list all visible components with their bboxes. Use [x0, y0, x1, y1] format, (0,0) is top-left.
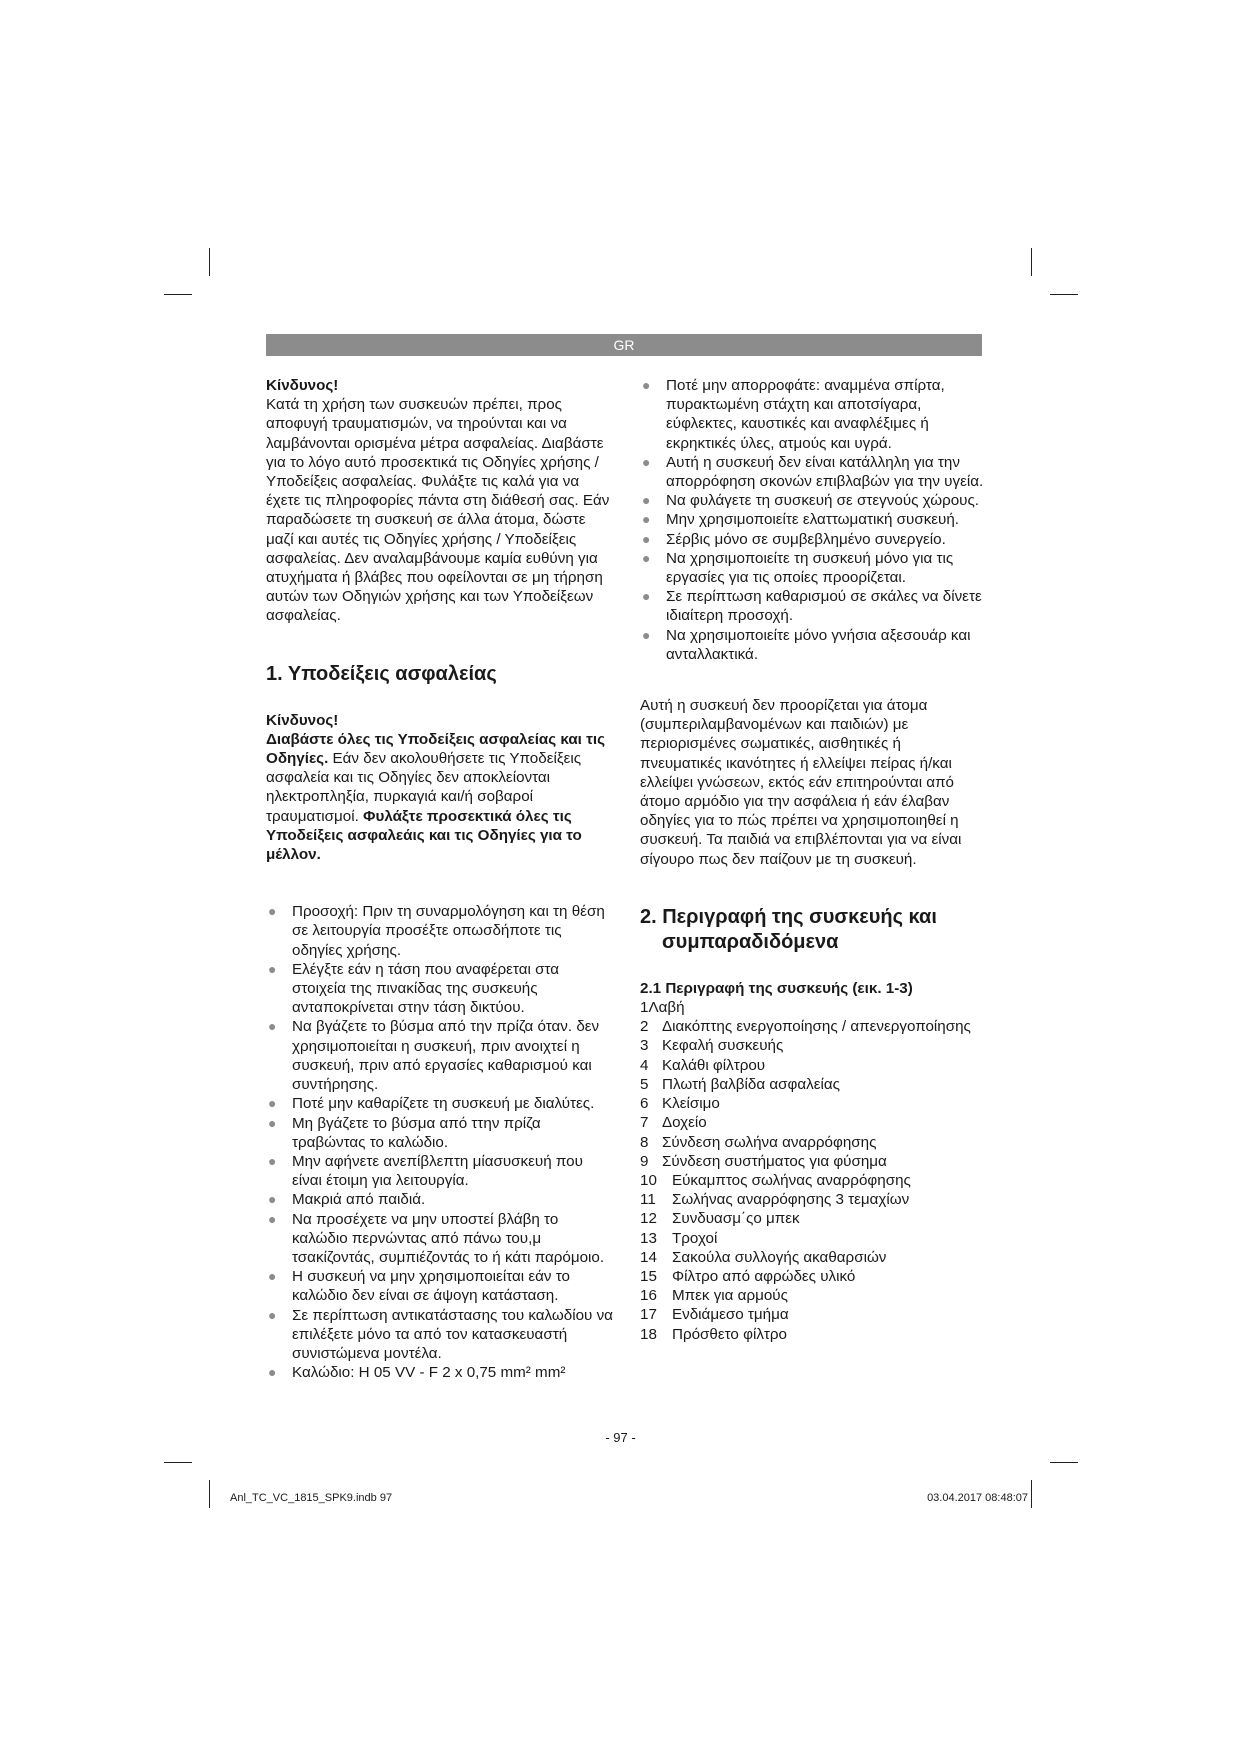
- crop-mark-bottom-left-h: [164, 1462, 192, 1463]
- section-1-title: 1. Υποδείξεις ασφαλείας: [266, 662, 497, 685]
- bullet-icon: ●: [268, 903, 277, 920]
- list-item-text: Ελέγξτε εάν η τάση που αναφέρεται στα στοιχεία της πινακίδας της συσκευής ανταποκρίνεται στην τάση δικτύου.: [292, 960, 560, 1017]
- footer-file-info: Anl_TC_VC_1815_SPK9.indb 97: [230, 1492, 393, 1504]
- list-item: [640, 1075, 985, 1094]
- part-number: 8: [640, 1133, 649, 1151]
- crop-mark-top-right-h: [1050, 294, 1078, 295]
- part-number: 4: [640, 1056, 649, 1074]
- children-paragraph: Αυτή η συσκευή δεν προορίζεται για άτομα (συμπεριλαμβανομένων και παιδιών) με περιορισμένες σωματικές, αισθητικές ή πνευματικές ικανότητες ή ελλείψει πείρας ή/και ελλείψει γνώσεων, εκτός εάν επιτηρούνται από άτομο αρμόδιο για την ασφάλεια ή εάν έλαβαν οδηγίες για το πώς πρέπει να χρησιμοποιηθεί η συσκευή. Τα παιδιά να επιβλέπονται για να είναι σίγουρο πως δεν παίζουν με τη συσκευή.: [640, 697, 962, 868]
- bullet-icon: ●: [642, 453, 651, 470]
- list-item: [640, 453, 985, 491]
- list-item: [640, 1325, 985, 1344]
- list-item: [266, 1114, 614, 1152]
- part-label: Εύκαμπτος σωλήνας αναρρόφησης: [672, 1171, 911, 1189]
- safety-intro-bold: Διαβάστε όλες τις Υποδείξεις ασφαλείας και τις Οδηγίες.: [266, 730, 606, 768]
- right-bullet-list: [640, 376, 985, 664]
- list-item: [640, 530, 985, 549]
- part-label: Τροχοί: [672, 1229, 718, 1247]
- list-item: [640, 1056, 985, 1075]
- list-item: [266, 1017, 614, 1094]
- list-item-text: Αυτή η συσκευή δεν είναι κατάλληλη για την απορρόφηση σκονών επιβλαβών για την υγεία.: [666, 453, 984, 491]
- list-item-text: Σε περίπτωση καθαρισμού σε σκάλες να δίνετε ιδιαίτερη προσοχή.: [666, 588, 982, 625]
- bullet-icon: ●: [268, 1114, 277, 1131]
- list-item-text: Να χρησιμοποιείτε μόνο γνήσια αξεσουάρ και ανταλλακτικά.: [666, 626, 971, 663]
- part-number: 15: [640, 1267, 657, 1285]
- bullet-icon: ●: [268, 1268, 277, 1285]
- list-item: [640, 376, 985, 453]
- bullet-icon: ●: [642, 588, 651, 605]
- part-number: 17: [640, 1306, 657, 1324]
- part-number: 5: [640, 1075, 649, 1093]
- list-item: [640, 1094, 985, 1113]
- list-item: [266, 1306, 614, 1364]
- list-item: [640, 1190, 985, 1209]
- bullet-icon: ●: [268, 1152, 277, 1169]
- part-number: 13: [640, 1229, 657, 1247]
- left-bullet-list: [266, 902, 614, 1382]
- part-number: 11: [640, 1191, 656, 1209]
- list-item-text: Να χρησιμοποιείτε τη συσκευή μόνο για τις εργασίες για τις οποίες προορίζεται.: [666, 549, 954, 587]
- part-label: Συνδυασμ΄ςο μπεκ: [672, 1210, 800, 1228]
- part-number: 12: [640, 1210, 657, 1228]
- list-item: [266, 960, 614, 1018]
- part-number: 7: [640, 1114, 649, 1132]
- bullet-icon: ●: [642, 549, 651, 566]
- list-item-text: Μην αφήνετε ανεπίβλεπτη μίασυσκευή που είναι έτοιμη για λειτουργία.: [292, 1152, 583, 1190]
- part-label: Σύνδεση σωλήνα αναρρόφησης: [662, 1133, 877, 1151]
- list-item-text: Μακριά από παιδιά.: [292, 1191, 426, 1209]
- part-label: Πρόσθετο φίλτρο: [672, 1325, 787, 1343]
- list-item-text: Η συσκευή να μην χρησιμοποιείται εάν το καλώδιο δεν είναι σε άψογη κατάσταση.: [292, 1268, 570, 1305]
- crop-mark-bottom-left-v: [209, 1480, 210, 1508]
- part-number: 10: [640, 1171, 657, 1189]
- part-label: Δοχείο: [662, 1114, 707, 1132]
- part-number: 2: [640, 1018, 649, 1036]
- list-item: [640, 626, 985, 664]
- crop-mark-top-left-v: [209, 248, 210, 276]
- bullet-icon: ●: [642, 530, 651, 547]
- language-header-bar: [266, 334, 982, 356]
- part-label: Κεφαλή συσκευής: [662, 1037, 784, 1055]
- list-item: [640, 549, 985, 587]
- list-item-text: Να βγάζετε το βύσμα από την πρίζα όταν. δεν χρησιμοποιείται η συσκευή, πριν ανοιχτεί η συσκευή, πριν από εργασίες καθαρισμού και συντήρησης.: [292, 1018, 600, 1094]
- part-number: 16: [640, 1287, 657, 1305]
- list-item-text: Ποτέ μην καθαρίζετε τη συσκευή με διαλύτες.: [292, 1095, 595, 1113]
- spacer: [640, 664, 985, 696]
- part-label: Πλωτή βαλβίδα ασφαλείας: [662, 1075, 840, 1093]
- list-item: [640, 1133, 985, 1152]
- parts-list: [640, 1017, 985, 1343]
- part-label: Ενδιάμεσο τμήμα: [672, 1306, 789, 1324]
- part-label: Καλάθι φίλτρου: [662, 1056, 766, 1074]
- part-label: Φίλτρο από αφρώδες υλικό: [672, 1267, 856, 1285]
- bullet-icon: ●: [268, 1364, 277, 1381]
- crop-mark-bottom-right-v: [1031, 1480, 1032, 1508]
- list-item: [640, 1152, 985, 1171]
- bullet-icon: ●: [268, 960, 277, 977]
- bullet-icon: ●: [642, 377, 651, 393]
- part-number: 14: [640, 1248, 657, 1266]
- list-item: [266, 1190, 614, 1209]
- crop-mark-top-right-v: [1031, 248, 1032, 276]
- footer-timestamp: 03.04.2017 08:48:07: [927, 1492, 1028, 1504]
- language-code: GR: [613, 337, 635, 353]
- part-number: 6: [640, 1095, 649, 1113]
- spacer: [266, 864, 614, 902]
- part-number: 9: [640, 1152, 649, 1170]
- safety-intro-bold-end: Φυλάξτε προσεκτικά όλες τις Υποδείξεις ασφαλεάις και τις Οδηγίες για το μέλλον.: [266, 807, 582, 864]
- part-number: 18: [640, 1325, 657, 1343]
- subsection-title: 2.1 Περιγραφή της συσκευής (εικ. 1-3): [640, 979, 913, 997]
- right-column: [640, 376, 985, 1344]
- list-item: [640, 1209, 985, 1228]
- list-item-text: Προσοχή: Πριν τη συναρμολόγηση και τη θέση σε λειτουργία προσέξτε οπωσδήποτε τις οδηγίες χρήσης.: [292, 903, 605, 959]
- list-item-text: Καλώδιο: H 05 VV - F 2 x 0,75 mm² mm²: [292, 1364, 566, 1382]
- part-label: Σύνδεση συστήματος για φύσημα: [662, 1152, 887, 1170]
- part-label: Σακούλα συλλογής ακαθαρσιών: [672, 1248, 887, 1266]
- list-item-text: Σέρβις μόνο σε συμβεβλημένο συνεργείο.: [666, 530, 946, 548]
- section-2-title: 2. Περιγραφή της συσκευής και συμπαραδιδόμενα: [640, 905, 937, 953]
- list-item: [266, 1210, 614, 1268]
- list-item-text: Ποτέ μην απορροφάτε: αναμμένα σπίρτα, πυρακτωμένη στάχτη και αποτσίγαρα, εύφλεκτες, καυστικές και αναφλέξιμες ή εκρηκτικές ύλες, ατμούς και υγρά.: [666, 377, 945, 452]
- list-item: [640, 1267, 985, 1286]
- list-item: [640, 1017, 985, 1036]
- part-number: 3: [640, 1037, 649, 1055]
- list-item: [640, 587, 985, 625]
- part-label: Μπεκ για αρμούς: [672, 1287, 788, 1305]
- part-label: Κλείσιμο: [662, 1095, 720, 1113]
- intro-warning: Κίνδυνος!: [266, 377, 339, 394]
- safety-intro: [266, 730, 614, 864]
- list-item: [640, 491, 985, 510]
- bullet-icon: ●: [642, 626, 651, 643]
- list-item-text: Μη βγάζετε το βύσμα από ττην πρίζα τραβώντας το καλώδιο.: [292, 1114, 541, 1151]
- crop-mark-top-left-h: [164, 294, 192, 295]
- list-item: [640, 1286, 985, 1305]
- left-column: [266, 376, 614, 1382]
- safety-intro-normal: Εάν δεν ακολουθήσετε τις Υποδείξεις ασφαλεία και τις Οδηγίες δεν αποκλείονται ηλεκτροπληξία, πυρκαγιά και/ή σοβαροί τραυματισμοί.: [266, 750, 582, 825]
- list-item: [266, 1267, 614, 1305]
- list-item-text: Σε περίπτωση αντικατάστασης του καλωδίου να επιλέξετε μόνο τα από τον κατασκευαστή συνιστώμενα μοντέλα.: [292, 1306, 613, 1362]
- bullet-icon: ●: [268, 1191, 277, 1208]
- intro-text: Κατά τη χρήση των συσκευών πρέπει, προς αποφυγή τραυματισμών, να τηρούνται και να λαμβάνονται ορισμένα μέτρα ασφαλείας. Διαβάστε για το λόγο αυτό προσεκτικά τις Οδηγίες χρήσης / Υποδείξεις ασφαλείας. Φυλάξτε τις καλά για να έχετε τις πληροφορίες πάντα στη διάθεσή σας. Εάν παραδώσετε τη συσκευή σε άλλα άτομα, δώστε μαζί και αυτές τις Οδηγίες χρήσης / Υποδείξεις ασφαλείας. Δεν αναλαμβάνουμε καμία ευθύνη για ατυχήματα ή βλάβες που οφείλονται σε μη τήρηση αυτών των Οδηγιών χρήσης και των Υποδείξεων ασφαλείας.: [266, 396, 610, 625]
- list-item: [640, 1036, 985, 1055]
- bullet-icon: ●: [268, 1306, 277, 1323]
- part-label: Σωλήνας αναρρόφησης 3 τεμαχίων: [672, 1191, 910, 1209]
- list-item: [640, 1248, 985, 1267]
- list-item-text: Να φυλάγετε τη συσκευή σε στεγνούς χώρους.: [666, 492, 980, 510]
- list-item: [640, 1229, 985, 1248]
- parts-first-item: 1Λαβή: [640, 999, 685, 1017]
- list-item: [640, 1171, 985, 1190]
- list-item: [640, 1113, 985, 1132]
- bullet-icon: ●: [642, 511, 651, 528]
- warning-2: Κίνδυνος!: [266, 711, 339, 729]
- bullet-icon: ●: [268, 1018, 277, 1035]
- list-item: [266, 1152, 614, 1190]
- bullet-icon: ●: [268, 1095, 277, 1112]
- list-item: [640, 1305, 985, 1324]
- list-item: [266, 1363, 614, 1382]
- part-label: Διακόπτης ενεργοποίησης / απενεργοποίησης: [662, 1018, 971, 1036]
- bullet-icon: ●: [642, 492, 651, 509]
- bullet-icon: ●: [268, 1210, 277, 1227]
- crop-mark-bottom-right-h: [1050, 1462, 1078, 1463]
- list-item: [266, 1094, 614, 1113]
- list-item: [640, 510, 985, 529]
- page-number: - 97 -: [605, 1430, 636, 1445]
- list-item-text: Μην χρησιμοποιείτε ελαττωματική συσκευή.: [666, 511, 960, 529]
- list-item-text: Να προσέχετε να μην υποστεί βλάβη το καλώδιο περνώντας από πάνω του,μ τσακίζοντάς, συμπιέζοντάς το ή κάτι παρόμοιο.: [292, 1210, 605, 1266]
- list-item: [266, 902, 614, 960]
